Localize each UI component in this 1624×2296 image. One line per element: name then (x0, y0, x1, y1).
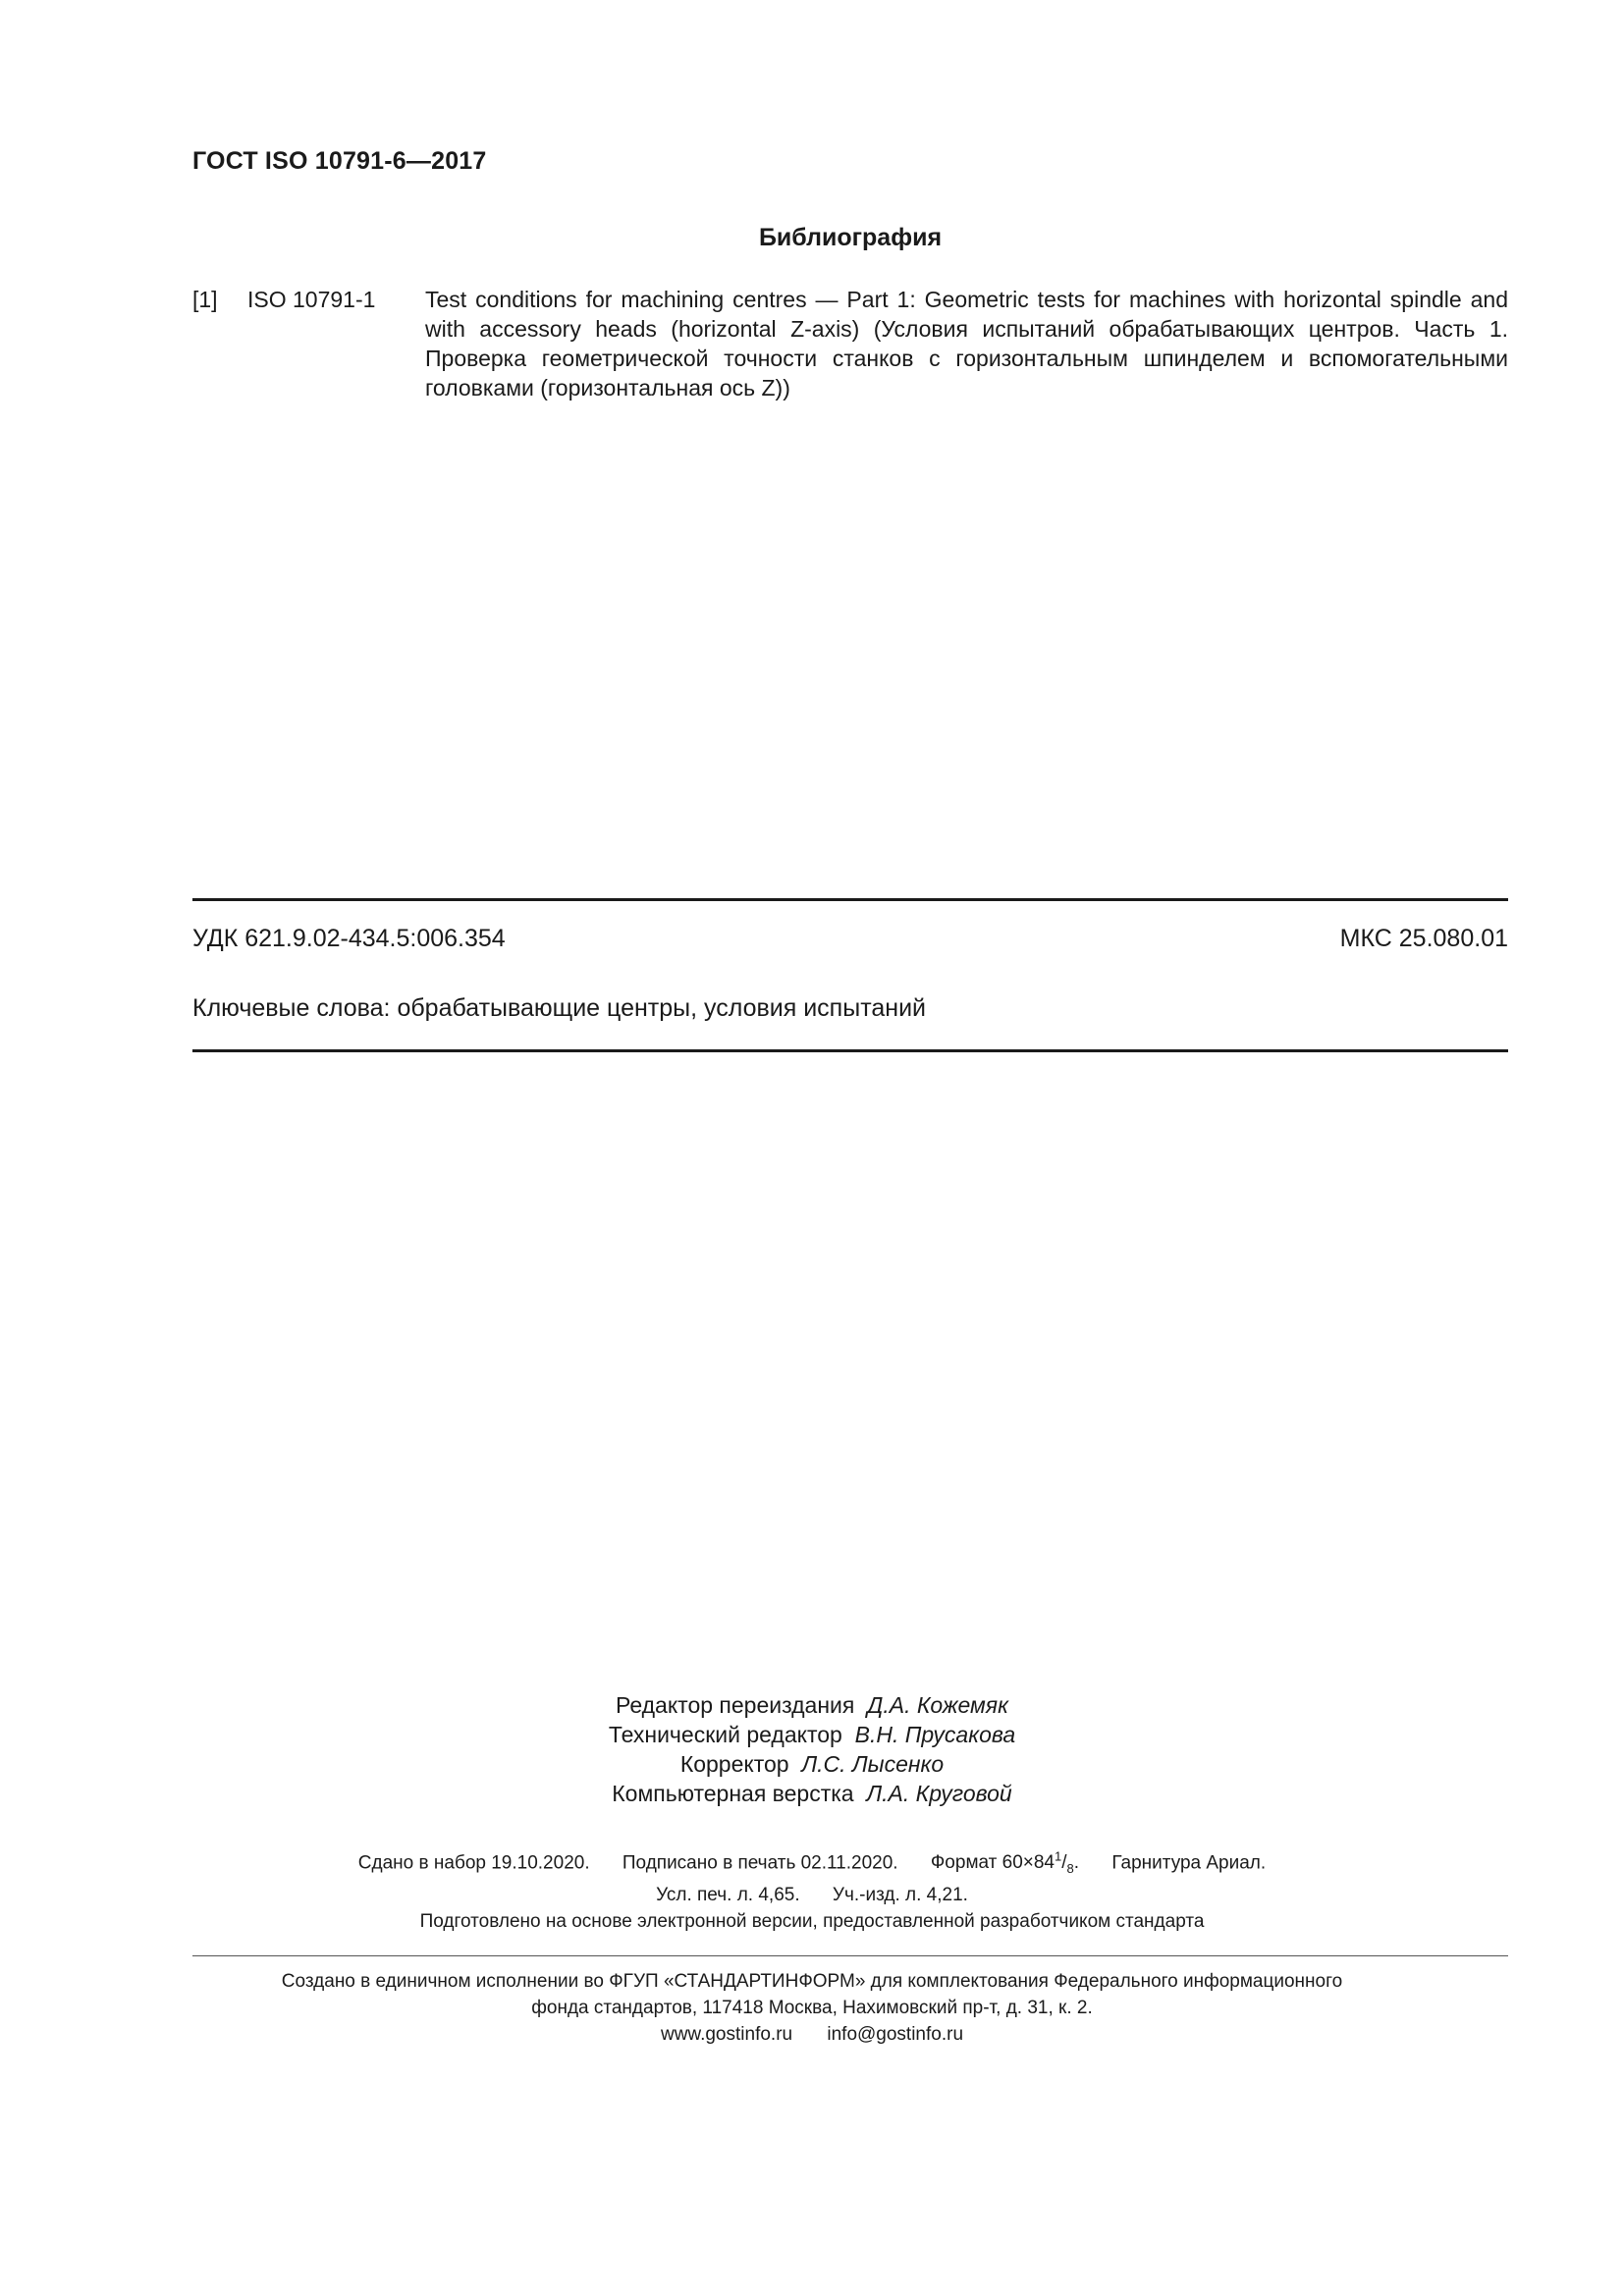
publisher-rule (192, 1955, 1508, 1956)
entry-number: [1] (192, 287, 218, 312)
credit-name: Л.А. Круговой (866, 1781, 1012, 1806)
print-info-line (0, 1843, 1624, 1882)
credit-line (0, 1720, 1624, 1749)
prepared-note: Подготовлено на основе электронной версии, предоставленной разработчиком стандарта (419, 1911, 1205, 1933)
print-info-block (0, 1843, 1624, 1935)
credit-role: Корректор (679, 1751, 789, 1777)
typeface: Гарнитура Ариал. (1111, 1852, 1267, 1874)
bibliography-entry (192, 285, 1508, 402)
entry-reference: ISO 10791-1 (247, 287, 376, 312)
keywords-line: Ключевые слова: обрабатывающие центры, условия испытаний (192, 994, 926, 1022)
credit-role: Технический редактор (608, 1722, 842, 1747)
classification-bottom-rule (192, 1049, 1508, 1052)
publisher-line: Создано в единичном исполнении во ФГУП «СТАНДАРТИНФОРМ» для комплектования Федерального информационного (281, 1971, 1343, 1992)
bibliography-title: Библиография (758, 224, 943, 251)
document-code-header: ГОСТ ISO 10791-6—2017 (192, 147, 487, 175)
email-link[interactable]: info@gostinfo.ru (827, 2024, 964, 2045)
mks-code: МКС 25.080.01 (1339, 925, 1508, 952)
credit-line (0, 1749, 1624, 1779)
publishing-sheets: Уч.-изд. л. 4,21. (832, 1885, 968, 1906)
entry-description: Test conditions for machining centres — Part 1: Geometric tests for machines with horizontal spindle and with accessory heads (horizontal Z-axis) (Условия испытаний обрабатывающих центров. Часть 1. Проверка геометрической точности станков с горизонтальным шпинделем и вспомогательными головками (горизонтальная ось Z)) (425, 287, 1508, 400)
paper-format: Формат $60\times 84^1/_8$. (930, 1849, 1080, 1877)
credit-name: Л.С. Лысенко (801, 1751, 945, 1777)
publisher-contacts (0, 2021, 1624, 2048)
publisher-address: фонда стандартов, 117418 Москва, Нахимовский пр-т, д. 31, к. 2. (531, 1998, 1093, 2018)
classification-top-rule (192, 898, 1508, 901)
credit-line (0, 1779, 1624, 1808)
credit-role: Компьютерная верстка (612, 1781, 854, 1806)
website-link[interactable]: www.gostinfo.ru (660, 2024, 793, 2045)
udk-code: УДК 621.9.02-434.5:006.354 (192, 925, 506, 952)
credit-role: Редактор переиздания (616, 1692, 855, 1718)
print-info-line (0, 1882, 1624, 1908)
submitted-date: Сдано в набор 19.10.2020. (357, 1852, 590, 1874)
credit-name: В.Н. Прусакова (854, 1722, 1016, 1747)
publisher-block (0, 1968, 1624, 2048)
credits-block (0, 1690, 1624, 1808)
signed-date: Подписано в печать 02.11.2020. (622, 1852, 898, 1874)
credit-line (0, 1690, 1624, 1720)
credit-name: Д.А. Кожемяк (867, 1692, 1008, 1718)
print-sheets: Усл. печ. л. 4,65. (656, 1885, 800, 1906)
